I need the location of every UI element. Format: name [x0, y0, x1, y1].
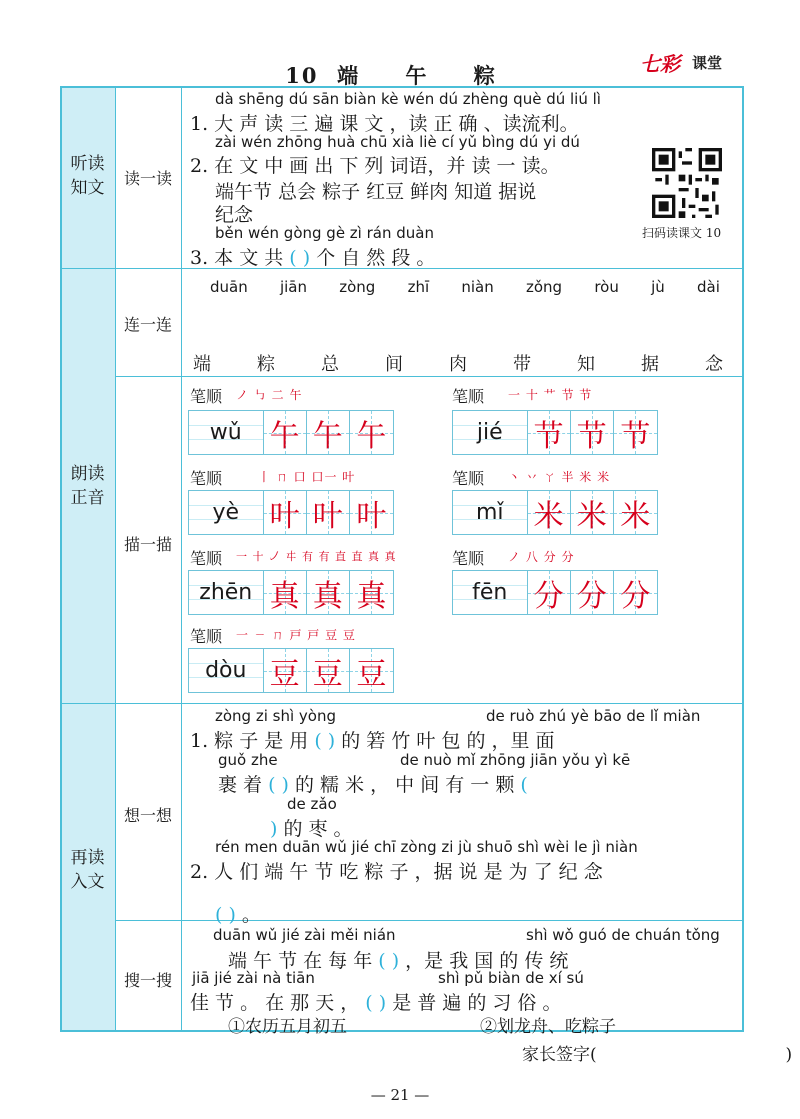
answer-blank[interactable]: ( ) — [215, 904, 236, 926]
char-cell[interactable] — [614, 571, 657, 614]
stroke-order-label: 笔顺 — [190, 469, 223, 488]
connect-pinyin[interactable]: niàn — [461, 278, 494, 296]
char-cell[interactable] — [350, 491, 393, 534]
stroke-order: ノ 八 分 分 — [508, 550, 575, 564]
char-cell[interactable] — [307, 411, 350, 454]
qr-code[interactable] — [652, 148, 722, 218]
question-text: ，是 我 国 的 传 统 — [405, 950, 569, 972]
trace-char: 叶 — [269, 498, 300, 534]
pinyin-cell — [189, 649, 264, 692]
trace-char: 豆 — [356, 656, 387, 692]
divider — [60, 703, 744, 704]
pinyin-line: rén men duān wǔ jié chī zòng zi jù shuō shì wèi le jì niàn — [215, 838, 638, 856]
section-reread: 再读 入文 — [70, 848, 105, 892]
think-question-2: 2. 人 们 端 午 节 吃 粽 子 ，据 说 是 为 了 纪 念 — [190, 861, 603, 883]
sub-think: 想一想 — [123, 806, 172, 825]
connect-pinyin[interactable]: dài — [697, 278, 720, 296]
question-text: 的 箬 竹 叶 包 的 ，里 面 — [341, 730, 555, 752]
grid-pinyin: dòu — [205, 658, 247, 683]
divider — [115, 86, 116, 1032]
think-line-4 — [215, 900, 261, 927]
connect-char[interactable]: 知 — [577, 354, 595, 375]
connect-pinyin[interactable]: jiān — [279, 278, 308, 296]
connect-pinyin[interactable]: zǒng — [525, 278, 563, 296]
pinyin-line: de nuò mǐ zhōng jiān yǒu yì kē — [400, 751, 631, 769]
parent-signature — [522, 1040, 792, 1065]
connect-char[interactable]: 总 — [321, 354, 339, 375]
grid-pinyin: zhēn — [199, 580, 253, 605]
connect-pinyin[interactable]: duān — [210, 278, 248, 296]
char-cell[interactable] — [307, 571, 350, 614]
sub-trace: 描一描 — [123, 535, 172, 554]
connect-pinyin[interactable]: zòng — [339, 278, 376, 296]
writing-grid — [188, 648, 394, 693]
connect-char[interactable]: 粽 — [257, 354, 275, 375]
page-number: — 21 — — [370, 1086, 430, 1104]
trace-char: 真 — [356, 578, 387, 614]
stroke-order-label: 笔顺 — [452, 549, 485, 568]
char-cell[interactable] — [571, 411, 614, 454]
writing-grid — [452, 410, 658, 455]
connect-pinyin[interactable]: jù — [651, 278, 665, 296]
question-text: 佳 节 。 在 那 天 ， — [190, 992, 360, 1014]
pinyin-cell — [453, 491, 528, 534]
char-cell[interactable] — [264, 411, 307, 454]
lesson-name: 端 午 粽 — [337, 63, 515, 88]
stroke-order-label: 笔顺 — [452, 469, 485, 488]
question-3 — [190, 243, 435, 270]
pinyin-line: jiā jié zài nà tiān — [192, 969, 315, 987]
stroke-order-label: 笔顺 — [190, 627, 223, 646]
connect-pinyin-row — [210, 278, 720, 296]
divider — [115, 920, 744, 921]
trace-char: 午 — [269, 418, 300, 454]
char-cell[interactable] — [264, 649, 307, 692]
think-line-3 — [270, 814, 353, 841]
stroke-order: 一 ㄧ ㄇ 戸 戸 豆 豆 — [236, 628, 356, 642]
connect-char-row — [193, 350, 723, 376]
pinyin-line: dà shēng dú sān biàn kè wén dú zhèng què dú liú lì — [215, 90, 601, 108]
writing-grid — [188, 490, 394, 535]
trace-char: 米 — [533, 498, 564, 534]
trace-char: 分 — [533, 578, 564, 614]
trace-char: 分 — [576, 578, 607, 614]
stroke-order: 丶 丷 ㄚ 半 米 米 — [508, 470, 611, 484]
trace-char: 豆 — [269, 656, 300, 692]
pinyin-line: de ruò zhú yè bāo de lǐ miàn — [486, 707, 701, 725]
question-2: 2. 在 文 中 画 出 下 列 词语，并 读 一 读。 — [190, 155, 560, 177]
answer-blank[interactable]: ( ) — [268, 774, 289, 796]
qr-caption: 扫码读课文 10 — [642, 226, 722, 240]
word-list-cont: 纪念 — [215, 204, 254, 226]
answer-blank-start[interactable]: ( — [520, 774, 528, 796]
writing-grid — [452, 570, 658, 615]
brand-logo-mark: 七彩 — [640, 52, 680, 76]
grid-pinyin: fēn — [472, 580, 508, 605]
trace-char: 节 — [620, 418, 651, 454]
pinyin-line: shì wǒ guó de chuán tǒng — [526, 926, 720, 944]
question-text: 端 午 节 在 每 年 — [228, 950, 373, 972]
option-1[interactable]: ①农历五月初五 — [228, 1017, 347, 1037]
connect-char[interactable]: 肉 — [449, 354, 467, 375]
search-line-2 — [190, 988, 561, 1015]
answer-blank[interactable]: ( ) — [314, 730, 336, 752]
signature-end: ) — [785, 1045, 793, 1065]
trace-char: 真 — [269, 578, 300, 614]
writing-grid — [188, 570, 394, 615]
char-cell[interactable] — [264, 491, 307, 534]
stroke-order-label: 笔顺 — [190, 549, 223, 568]
grid-pinyin: yè — [212, 500, 240, 525]
trace-char: 节 — [533, 418, 564, 454]
char-cell[interactable] — [614, 411, 657, 454]
pinyin-cell — [189, 411, 264, 454]
stroke-order-label: 笔顺 — [190, 387, 223, 406]
connect-pinyin[interactable]: zhī — [407, 278, 430, 296]
pinyin-line: duān wǔ jié zài měi nián — [213, 926, 396, 944]
brand-logo — [640, 48, 750, 76]
trace-char: 分 — [620, 578, 651, 614]
trace-char: 叶 — [312, 498, 343, 534]
stroke-order-label: 笔顺 — [452, 387, 485, 406]
trace-char: 真 — [312, 578, 343, 614]
char-cell[interactable] — [307, 649, 350, 692]
word-list: 端午节 总会 粽子 红豆 鲜肉 知道 据说 — [215, 181, 537, 203]
pinyin-cell — [453, 411, 528, 454]
answer-blank[interactable]: ( ) — [378, 950, 400, 972]
question-text: 的 枣 。 — [283, 818, 353, 840]
pinyin-line: zài wén zhōng huà chū xià liè cí yǔ bìng dú yi dú — [215, 133, 580, 151]
question-3-text-end: 个 自 然 段 。 — [316, 247, 436, 269]
trace-char: 米 — [576, 498, 607, 534]
sub-read: 读一读 — [123, 169, 172, 188]
connect-char[interactable]: 带 — [513, 354, 531, 375]
trace-char: 午 — [356, 418, 387, 454]
question-text: 1. 粽 子 是 用 — [190, 730, 309, 752]
divider — [115, 376, 744, 377]
sub-connect: 连一连 — [123, 315, 172, 334]
pinyin-line: de zǎo — [287, 795, 337, 813]
char-cell[interactable] — [528, 571, 571, 614]
stroke-order: 丨 ㄇ 口 口一 叶 — [258, 470, 356, 484]
think-question-1 — [190, 726, 555, 753]
pinyin-line: běn wén gòng gè zì rán duàn — [215, 224, 434, 242]
pinyin-cell — [453, 571, 528, 614]
char-cell[interactable] — [571, 571, 614, 614]
connect-char[interactable]: 端 — [193, 354, 211, 375]
trace-char: 午 — [312, 418, 343, 454]
section-pronounce: 朗读 正音 — [70, 464, 105, 508]
connect-pinyin[interactable]: ròu — [594, 278, 619, 296]
pinyin-cell — [189, 491, 264, 534]
grid-pinyin: mǐ — [475, 500, 504, 525]
char-cell[interactable] — [571, 491, 614, 534]
answer-blank[interactable]: ( ) — [289, 247, 311, 269]
grid-pinyin: jié — [476, 420, 503, 445]
trace-char: 节 — [576, 418, 607, 454]
grid-pinyin: wǔ — [209, 420, 242, 445]
pinyin-line: guǒ zhe — [218, 751, 278, 769]
stroke-order: ノ ㇉ 二 午 — [236, 388, 303, 402]
option-2[interactable]: ②划龙舟、吃粽子 — [480, 1017, 616, 1037]
answer-blank[interactable]: ( ) — [365, 992, 387, 1014]
connect-char[interactable]: 据 — [641, 354, 659, 375]
signature-label: 家长签字( — [522, 1045, 597, 1065]
pinyin-line: zòng zi shì yòng — [215, 707, 336, 725]
trace-char: 叶 — [356, 498, 387, 534]
question-text: 是 普 遍 的 习 俗 。 — [392, 992, 562, 1014]
char-cell[interactable] — [350, 411, 393, 454]
trace-char: 米 — [620, 498, 651, 534]
char-cell[interactable] — [350, 649, 393, 692]
pinyin-line: shì pǔ biàn de xí sú — [438, 969, 584, 987]
divider — [181, 86, 182, 1032]
question-1: 1. 大 声 读 三 遍 课 文 ，读 正 确 、读流利。 — [190, 113, 579, 135]
char-cell[interactable] — [528, 411, 571, 454]
question-text: 裹 着 — [218, 774, 263, 796]
char-cell[interactable] — [264, 571, 307, 614]
trace-char: 豆 — [312, 656, 343, 692]
char-cell[interactable] — [528, 491, 571, 534]
connect-char[interactable]: 念 — [705, 354, 723, 375]
answer-blank-end[interactable]: ) — [270, 818, 278, 840]
stroke-order: 一 十 ㇢ 㐄 有 有 直 直 真 真 — [236, 550, 397, 563]
stroke-order: 一 十 艹 节 节 — [508, 388, 593, 402]
question-text: 的 糯 米 ， 中 间 有 一 颗 — [295, 774, 515, 796]
brand-text: 课堂 — [692, 54, 723, 72]
char-cell[interactable] — [614, 491, 657, 534]
char-cell[interactable] — [350, 571, 393, 614]
connect-char[interactable]: 间 — [385, 354, 403, 375]
section-listen: 听读 知文 — [70, 154, 105, 198]
lesson-number: 10 — [285, 63, 319, 88]
writing-grid — [188, 410, 394, 455]
char-cell[interactable] — [307, 491, 350, 534]
writing-grid — [452, 490, 658, 535]
think-line-2 — [218, 770, 528, 797]
sub-search: 搜一搜 — [123, 971, 172, 990]
question-3-text: 3. 本 文 共 — [190, 247, 284, 269]
question-text: 。 — [241, 904, 261, 926]
pinyin-cell — [189, 571, 264, 614]
